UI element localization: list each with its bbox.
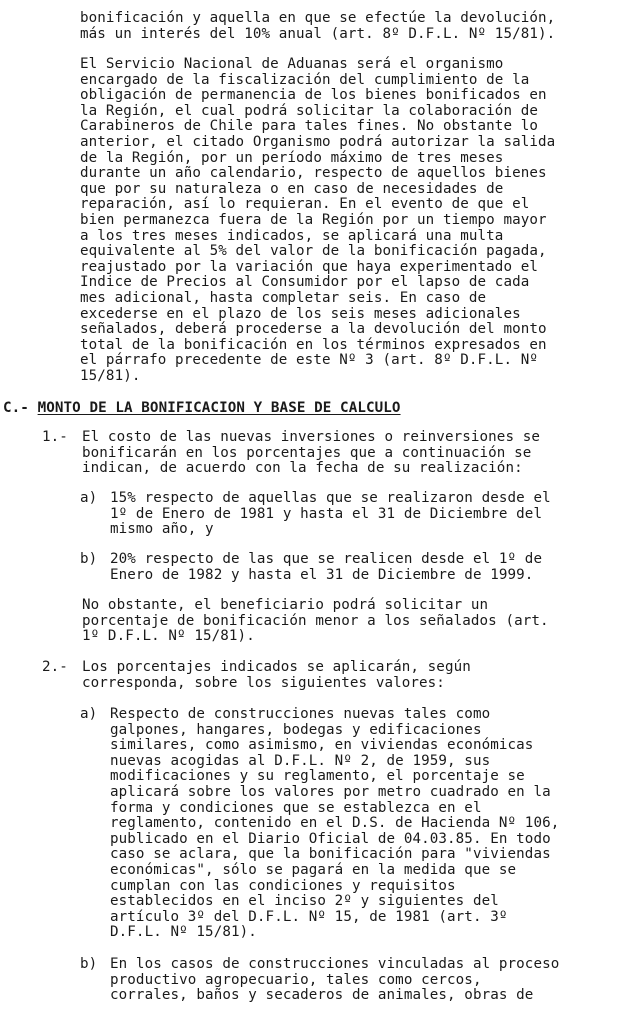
section-heading-c: [3, 401, 613, 417]
subitem-label-1b: b): [80, 551, 98, 567]
item-number-1: 1.-: [42, 429, 68, 445]
subitem-label-1a: a): [80, 490, 98, 506]
subitem-label-2b: b): [80, 956, 98, 972]
subitem-text-1b: 20% respecto de las que se realicen desde el 1º de Enero de 1982 y hasta el 31 de Diciembre de 1999.: [110, 551, 543, 583]
item-number-2: 2.-: [42, 659, 68, 675]
subitem-label-2a: a): [80, 706, 98, 722]
section-title: MONTO DE LA BONIFICACION Y BASE DE CALCULO: [37, 400, 401, 416]
subitem-text-2b: En los casos de construcciones vinculadas al proceso productivo agropecuario, tales como cercos, corrales, baños y secaderos de animales, obras de: [110, 956, 560, 1004]
item-1-closing-paragraph: No obstante, el beneficiario podrá solicitar un porcentaje de bonificación menor a los señalados (art. 1º D.F.L. Nº 15/81).: [82, 597, 549, 645]
paragraph-continuation: bonificación y aquella en que se efectúe la devolución, más un interés del 10% anual (art. 8º D.F.L. Nº 15/81).: [80, 10, 556, 42]
subitem-text-2a: Respecto de construcciones nuevas tales como galpones, hangares, bodegas y edificaciones similares, como asimismo, en viviendas económicas nuevas acogidas al D.F.L. Nº 2, de 1959, sus modificaciones y su reglamento, el porcentaje se aplicará sobre los valores por metro cuadrado en la forma y condiciones que se establezca en el reglamento, contenido en el D.S. de Hacienda Nº 106, publicado en el Diario Oficial de 04.03.85. En todo caso se aclara, que la bonificación para "viviendas económicas", sólo se pagará en la medida que se cumplan con las condiciones y requisitos establecidos en el inciso 2º y siguientes del artículo 3º del D.F.L. Nº 15, de 1981 (art. 3º D.F.L. Nº 15/81).: [110, 706, 560, 941]
section-letter: C.-: [3, 400, 29, 416]
item-text-1: El costo de las nuevas inversiones o reinversiones se bonificarán en los porcentajes que a continuación se indican, de acuerdo con la fecha de su realización:: [82, 429, 541, 477]
item-text-2: Los porcentajes indicados se aplicarán, según corresponda, sobre los siguientes valores:: [82, 659, 471, 691]
paragraph-aduanas: El Servicio Nacional de Aduanas será el organismo encargado de la fiscalización del cumplimiento de la obligación de permanencia de los bienes bonificados en la Región, el cual podrá solicitar la colaboración de Carabineros de Chile para tales fines. No obstante lo anterior, el citado Organismo podrá autorizar la salida de la Región, por un período máximo de tres meses durante un año calendario, respecto de aquellos bienes que por su naturaleza o en caso de necesidades de reparación, así lo requieran. En el evento de que el bien permanezca fuera de la Región por un tiempo mayor a los tres meses indicados, se aplicará una multa equivalente al 5% del valor de la bonificación pagada, reajustado por la variación que haya experimentado el Indice de Precios al Consumidor por el lapso de cada mes adicional, hasta completar seis. En caso de excederse en el plazo de los seis meses adicionales señalados, deberá procederse a la devolución del monto total de la bonificación en los términos expresados en el párrafo precedente de este Nº 3 (art. 8º D.F.L. Nº 15/81).: [80, 56, 556, 384]
subitem-text-1a: 15% respecto de aquellas que se realizaron desde el 1º de Enero de 1981 y hasta el 31 de Diciembre del mismo año, y: [110, 490, 551, 538]
